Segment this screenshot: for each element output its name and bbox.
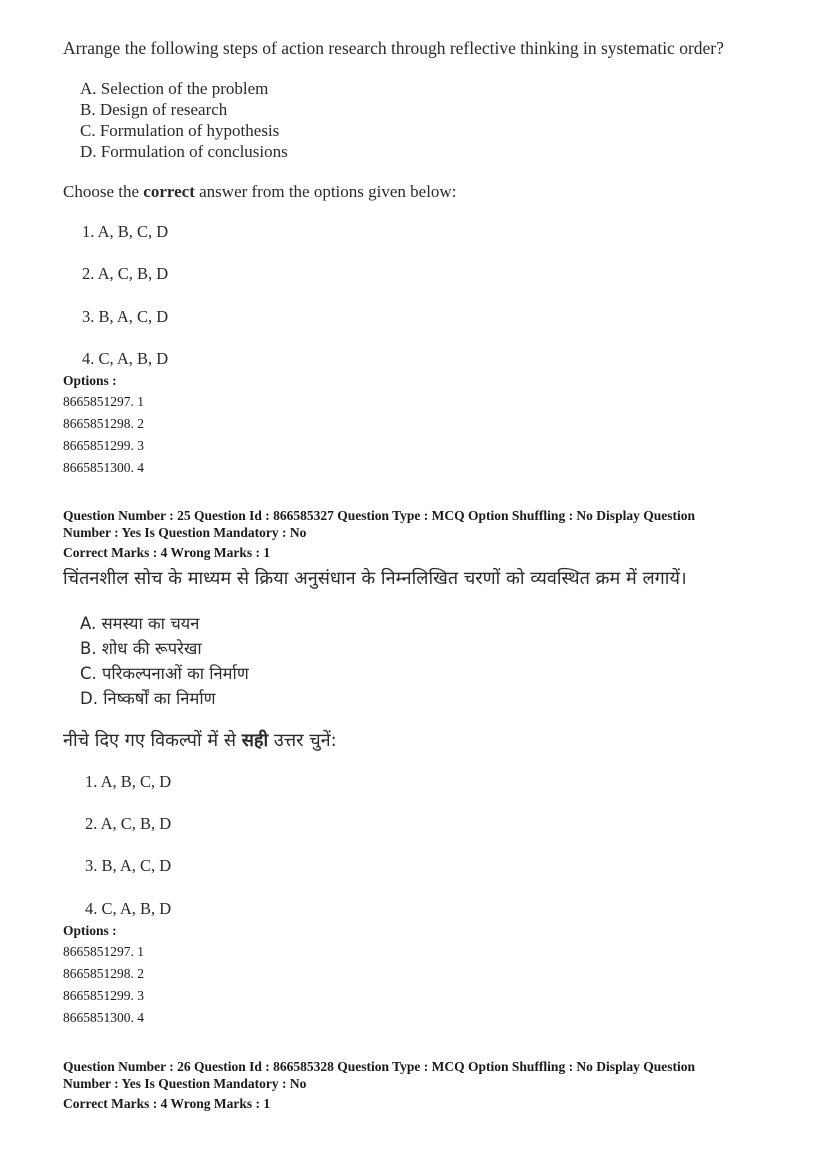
answer-choice: 1. A, B, C, D [82,222,169,241]
list-item: C. परिकल्पनाओं का निर्माण [80,664,249,683]
options-label: Options : [63,373,117,388]
list-item: A. Selection of the problem [80,79,269,98]
list-item: B. शोध की रूपरेखा [80,639,202,658]
option-id: 8665851298. 2 [63,416,144,431]
question-text-hindi: चिंतनशील सोच के माध्यम से क्रिया अनुसंधान के निम्नलिखित चरणों को व्यवस्थित क्रम में लगायें। [63,568,687,589]
option-id: 8665851297. 1 [63,944,144,959]
option-id: 8665851300. 4 [63,1010,144,1025]
answer-choice: 3. B, A, C, D [85,856,172,875]
list-item: D. निष्कर्षों का निर्माण [80,689,216,708]
list-item: B. Design of research [80,100,228,119]
answer-choice: 2. A, C, B, D [85,814,172,833]
marks-info: Correct Marks : 4 Wrong Marks : 1 [63,1096,271,1111]
question-meta: Question Number : 26 Question Id : 866585328 Question Type : MCQ Option Shuffling : No Display Question Number : Yes Is Question Mandatory : No [63,1059,695,1091]
option-id: 8665851297. 1 [63,394,144,409]
option-id: 8665851299. 3 [63,988,144,1003]
question-meta: Question Number : 25 Question Id : 866585327 Question Type : MCQ Option Shuffling : No Display Question Number : Yes Is Question Mandatory : No [63,508,695,540]
answer-choice: 4. C, A, B, D [82,349,169,368]
choose-instruction-hindi: नीचे दिए गए विकल्पों में से सही उत्तर चुनें: [63,730,337,751]
option-id: 8665851299. 3 [63,438,144,453]
question-text: Arrange the following steps of action research through reflective thinking in systematic order? [63,38,724,58]
answer-choice: 1. A, B, C, D [85,772,172,791]
options-label: Options : [63,923,117,938]
answer-choice: 3. B, A, C, D [82,307,169,326]
answer-choice: 2. A, C, B, D [82,264,169,283]
list-item: D. Formulation of conclusions [80,142,288,161]
answer-choice: 4. C, A, B, D [85,899,172,918]
option-id: 8665851298. 2 [63,966,144,981]
list-item: C. Formulation of hypothesis [80,121,280,140]
choose-instruction: Choose the correct answer from the options given below: [63,182,457,201]
option-id: 8665851300. 4 [63,460,144,475]
marks-info: Correct Marks : 4 Wrong Marks : 1 [63,545,271,560]
list-item: A. समस्या का चयन [80,614,200,633]
